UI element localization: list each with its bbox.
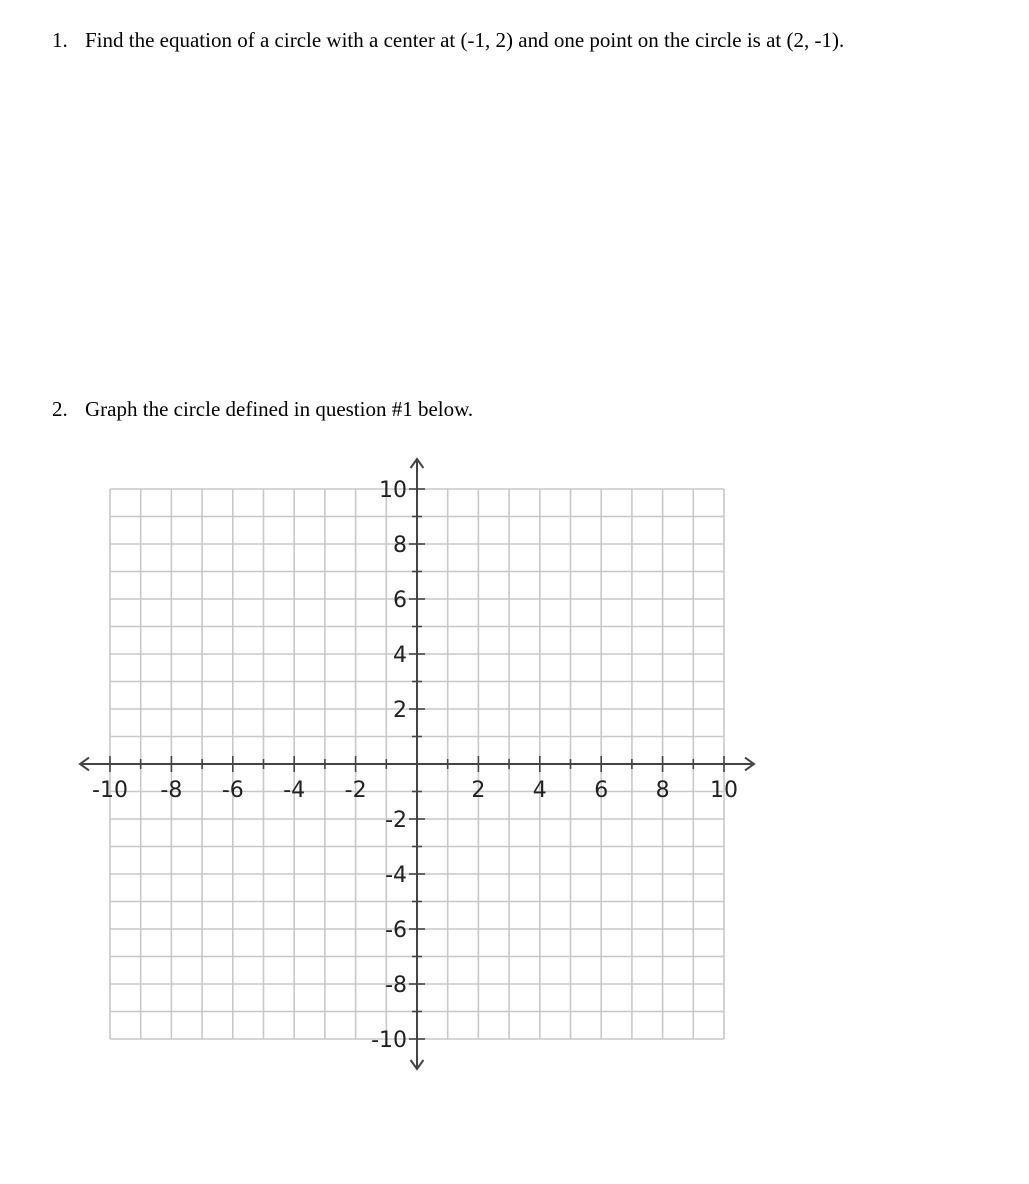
x-tick-label: -10 bbox=[92, 778, 128, 803]
x-tick-label: -6 bbox=[221, 778, 244, 803]
y-tick-label: -6 bbox=[385, 918, 407, 943]
x-tick-label: 4 bbox=[532, 778, 547, 803]
question-1-text: Find the equation of a circle with a center at (-1, 2) and one point on the circle is at (2, -1). bbox=[85, 28, 845, 52]
x-tick-label: 8 bbox=[655, 778, 670, 803]
question-2-text: Graph the circle defined in question #1 below. bbox=[85, 397, 474, 421]
y-tick-label: 4 bbox=[393, 643, 407, 668]
x-tick-label: -4 bbox=[283, 778, 306, 803]
y-axis-labels bbox=[371, 478, 407, 1053]
x-tick-label: 2 bbox=[471, 778, 486, 803]
y-tick-label: 2 bbox=[393, 698, 407, 723]
x-tick-label: -8 bbox=[160, 778, 183, 803]
y-tick-label: 8 bbox=[393, 533, 407, 558]
question-1-number: 1. bbox=[52, 28, 68, 52]
y-tick-label: -8 bbox=[385, 973, 407, 998]
x-tick-label: 10 bbox=[710, 778, 738, 803]
question-2-number: 2. bbox=[52, 397, 68, 421]
axes bbox=[80, 459, 754, 1069]
y-tick-label: 10 bbox=[379, 478, 407, 503]
y-tick-label: -2 bbox=[385, 808, 407, 833]
y-tick-label: -4 bbox=[385, 863, 407, 888]
x-axis-labels bbox=[92, 778, 738, 803]
y-tick-label: -10 bbox=[371, 1028, 407, 1053]
x-tick-label: -2 bbox=[344, 778, 367, 803]
y-tick-label: 6 bbox=[393, 588, 407, 613]
x-tick-label: 6 bbox=[594, 778, 609, 803]
